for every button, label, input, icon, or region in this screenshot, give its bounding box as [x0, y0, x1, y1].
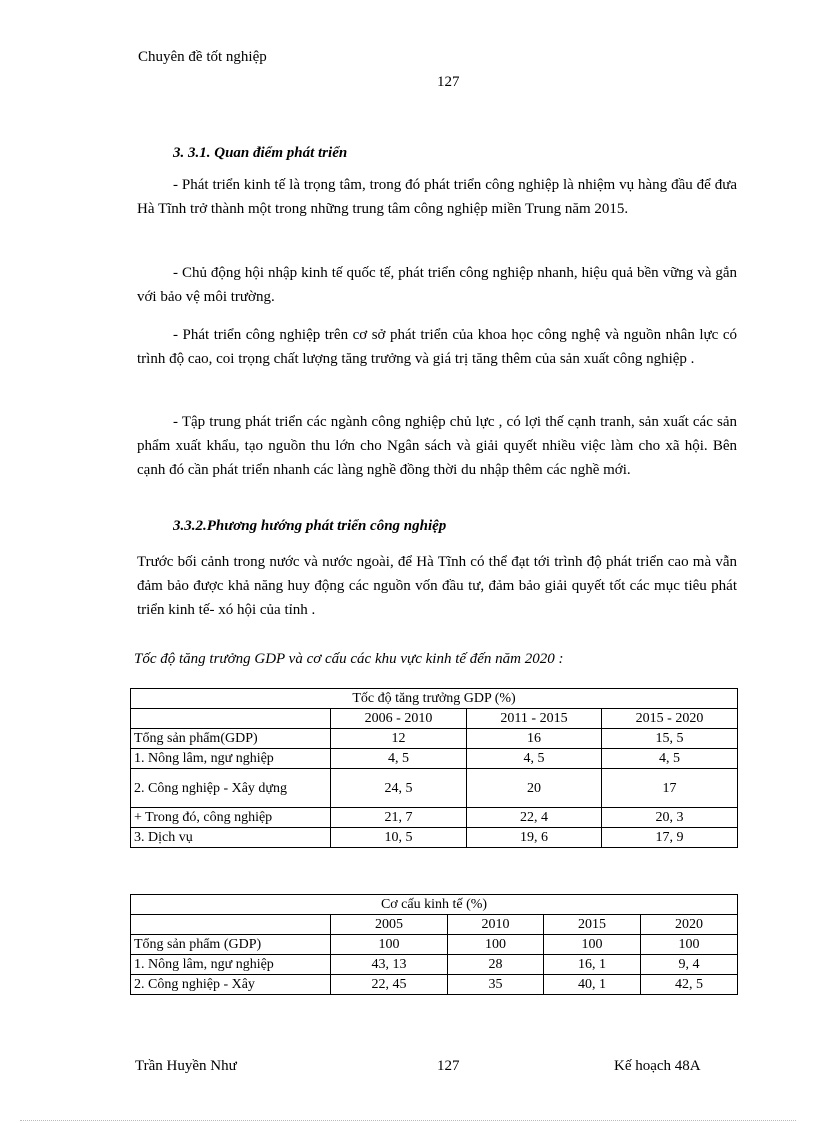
- row-label: 1. Nông lâm, ngư nghiệp: [131, 955, 331, 975]
- paragraph-4: [137, 410, 737, 482]
- row-label: Tổng sản phẩm(GDP): [131, 729, 331, 749]
- footer-page-number: 127: [437, 1058, 460, 1074]
- table-cell: 12: [331, 729, 467, 749]
- table-cell: 100: [448, 935, 544, 955]
- table-cell: 17: [602, 769, 738, 808]
- table-row: [131, 709, 738, 729]
- table-row: [131, 689, 738, 709]
- table-row: [131, 915, 738, 935]
- table-cell: 100: [641, 935, 738, 955]
- table-row: [131, 828, 738, 848]
- page-bottom-divider: [20, 1120, 796, 1121]
- column-header: 2020: [641, 915, 738, 935]
- table-cell: 17, 9: [602, 828, 738, 848]
- section-331-heading: 3. 3.1. Quan điểm phát triển: [173, 145, 348, 161]
- row-label: + Trong đó, công nghiệp: [131, 808, 331, 828]
- header-title: Chuyên đề tốt nghiệp: [138, 49, 267, 65]
- structure-table: [130, 894, 738, 995]
- table-cell: 21, 7: [331, 808, 467, 828]
- footer-author: Trần Huyền Như: [135, 1058, 237, 1074]
- table-cell: 16, 1: [544, 955, 641, 975]
- column-header: 2011 - 2015: [467, 709, 602, 729]
- table-cell: 4, 5: [602, 749, 738, 769]
- table-row: [131, 895, 738, 915]
- table-cell: 4, 5: [467, 749, 602, 769]
- growth-table: [130, 688, 738, 848]
- table-cell: 35: [448, 975, 544, 995]
- table-cell: 100: [544, 935, 641, 955]
- column-header: 2006 - 2010: [331, 709, 467, 729]
- paragraph-3: [137, 323, 737, 371]
- table-row: [131, 769, 738, 808]
- paragraph-3-text: - Phát triển công nghiệp trên cơ sở phát triển của khoa học công nghệ và nguồn nhân lực có trình độ cao, coi trọng chất lượng tăng trưởng và giá trị tăng thêm của sản xuất công nghiệp .: [137, 327, 737, 367]
- table-cell: 24, 5: [331, 769, 467, 808]
- table-cell: 20: [467, 769, 602, 808]
- row-label: 1. Nông lâm, ngư nghiệp: [131, 749, 331, 769]
- table-cell: 4, 5: [331, 749, 467, 769]
- table-row: [131, 955, 738, 975]
- row-label: 3. Dịch vụ: [131, 828, 331, 848]
- row-label: 2. Công nghiệp - Xây: [131, 975, 331, 995]
- growth-table-title: Tốc độ tăng trưởng GDP (%): [131, 689, 738, 709]
- table-cell: 19, 6: [467, 828, 602, 848]
- paragraph-1: [137, 173, 737, 221]
- column-header: 2010: [448, 915, 544, 935]
- paragraph-5: Trước bối cảnh trong nước và nước ngoài, để Hà Tĩnh có thể đạt tới trình độ phát triển cao mà vẫn đảm bảo được khả năng huy động các nguồn vốn đầu tư, đảm bảo giải quyết tốt các mục tiêu phát triển kinh tế- xó hội của tỉnh .: [137, 554, 737, 618]
- table-row: [131, 975, 738, 995]
- column-header: 2005: [331, 915, 448, 935]
- row-label: 2. Công nghiệp - Xây dựng: [131, 769, 331, 808]
- table-row: [131, 935, 738, 955]
- table-cell: 10, 5: [331, 828, 467, 848]
- table-cell: 40, 1: [544, 975, 641, 995]
- section-332-heading: 3.3.2.Phương hướng phát triển công nghiệp: [173, 518, 447, 534]
- paragraph-2: [137, 261, 737, 309]
- table-cell: 9, 4: [641, 955, 738, 975]
- table-caption: Tốc độ tăng trưởng GDP và cơ cấu các khu vực kinh tế đến năm 2020 :: [134, 651, 564, 667]
- table-cell: 16: [467, 729, 602, 749]
- row-label: Tổng sản phẩm (GDP): [131, 935, 331, 955]
- table-cell: 20, 3: [602, 808, 738, 828]
- column-header: 2015: [544, 915, 641, 935]
- footer-class-name: Kế hoạch 48A: [614, 1058, 701, 1074]
- empty-cell: [131, 709, 331, 729]
- structure-table-title: Cơ cấu kinh tế (%): [131, 895, 738, 915]
- header-page-number: 127: [437, 74, 460, 90]
- paragraph-2-text: - Chủ động hội nhập kinh tế quốc tế, phát triển công nghiệp nhanh, hiệu quả bền vững và gắn với bảo vệ môi trường.: [137, 265, 737, 305]
- table-cell: 100: [331, 935, 448, 955]
- table-cell: 28: [448, 955, 544, 975]
- table-cell: 15, 5: [602, 729, 738, 749]
- table-cell: 22, 45: [331, 975, 448, 995]
- table-cell: 22, 4: [467, 808, 602, 828]
- table-row: [131, 808, 738, 828]
- table-cell: 43, 13: [331, 955, 448, 975]
- paragraph-4-text: - Tập trung phát triển các ngành công nghiệp chủ lực , có lợi thế cạnh tranh, sản xuất các sản phẩm xuất khẩu, tạo nguồn thu lớn cho Ngân sách và giải quyết nhiều việc làm cho xã hội. Bên cạnh đó cần phát triển nhanh các làng nghề đồng thời du nhập thêm các nghề mới.: [137, 414, 737, 478]
- empty-cell: [131, 915, 331, 935]
- table-row: [131, 749, 738, 769]
- table-cell: 42, 5: [641, 975, 738, 995]
- paragraph-1-text: - Phát triển kinh tế là trọng tâm, trong đó phát triển công nghiệp là nhiệm vụ hàng đầu để đưa Hà Tĩnh trở thành một trong những trung tâm công nghiệp miền Trung năm 2015.: [137, 177, 737, 217]
- table-row: [131, 729, 738, 749]
- column-header: 2015 - 2020: [602, 709, 738, 729]
